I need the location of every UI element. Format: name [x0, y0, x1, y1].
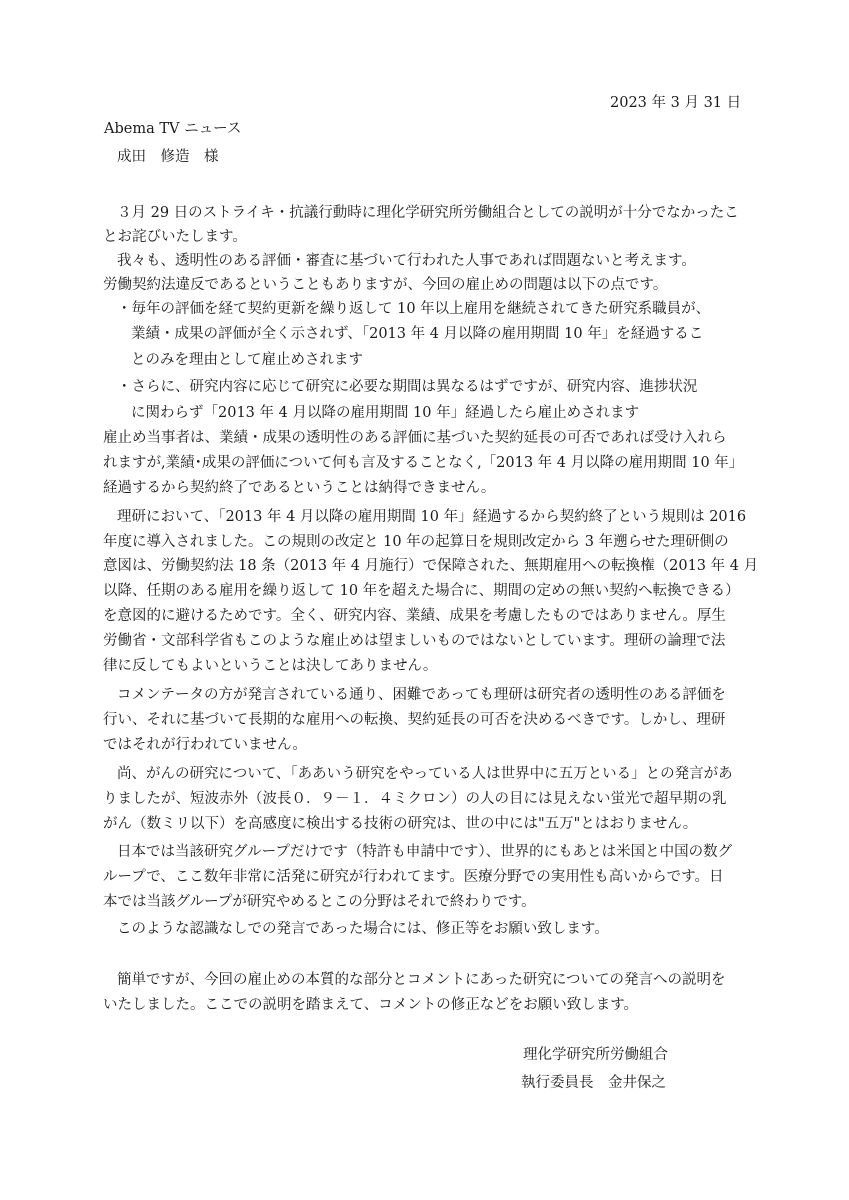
body-line: 行い、それに基づいて長期的な雇用への転換、契約延長の可否を決めるべきです。しかし、理研 [103, 712, 726, 728]
body-line: 簡単ですが、今回の雇止めの本質的な部分とコメントにあった研究についての発言への説明を [117, 972, 726, 988]
body-line: 業績・成果の評価が全く示されず、「2013 年 4 月以降の雇用期間 10 年」を経過するこ [131, 326, 704, 342]
body-line: ・さらに、研究内容に応じて研究に必要な期間は異なるはずですが、研究内容、進捗状況 [117, 379, 698, 395]
body-line: 以降、任期のある雇用を繰り返して 10 年を超えた場合に、期間の定めの無い契約へ転換できる） [103, 583, 740, 599]
body-line: りましたが、短波赤外（波長０．９－１．４ミクロン）の人の目には見えない蛍光で超早期の乳 [103, 791, 727, 807]
body-line: 年度に導入されました。この規則の改定と 10 年の起算日を規則改定から 3 年遡らせた理研側の [103, 534, 729, 550]
body-line: を意図的に避けるためです。全く、研究内容、業績、成果を考慮したものではありません。厚生 [103, 608, 726, 624]
body-line: 我々も、透明性のある評価・審査に基づいて行われた人事であれば問題ないと考えます。 [117, 253, 696, 269]
body-line: れますが,業績･成果の評価について何も言及することなく,「2013 年 4 月以降の雇用期間 10 年」 [103, 455, 744, 471]
body-line: ループで、ここ数年非常に活発に研究が行われてます。医療分野での実用性も高いからです。日 [103, 869, 724, 885]
recipient-organization: Abema TV ニュース [104, 121, 242, 137]
body-line: 労働契約法違反であるということもありますが、今回の雇止めの問題は以下の点です。 [103, 277, 668, 293]
body-line: 労働省・文部科学省もこのような雇止めは望ましいものではないとしています。理研の論理で法 [103, 633, 726, 649]
body-line: 経過するから契約終了であるということは納得できません。 [103, 480, 496, 496]
signature-name: 執行委員長 金井保之 [521, 1075, 666, 1091]
body-line: 理研において、「2013 年 4 月以降の雇用期間 10 年」経過するから契約終了という規則は 2016 [117, 509, 747, 525]
body-line: がん（数ミリ以下）を高感度に検出する技術の研究は、世の中には"五万"とはおりません。 [103, 816, 698, 832]
recipient-name: 成田 修造 様 [117, 149, 219, 165]
body-line: ではそれが行われていません。 [103, 737, 307, 753]
body-line: このような認識なしでの発言であった場合には、修正等をお願い致します。 [117, 921, 609, 937]
body-line: 本では当該グループが研究やめるとこの分野はそれで終わりです。 [103, 894, 536, 910]
body-line: コメンテータの方が発言されている通り、困難であっても理研は研究者の透明性のある評価を [117, 687, 726, 703]
body-line: 日本では当該研究グループだけです（特許も申請中です）、世界的にもあとは米国と中国の数グ [117, 844, 733, 860]
body-line: ・毎年の評価を経て契約更新を繰り返して 10 年以上雇用を継続されてきた研究系職員が、 [117, 301, 711, 317]
body-line: ３月 29 日のストライキ・抗議行動時に理化学研究所労働組合としての説明が十分でなかったこ [117, 205, 739, 221]
body-line: に関わらず「2013 年 4 月以降の雇用期間 10 年」経過したら雇止めされます [131, 405, 640, 421]
body-line: いたしました。ここでの説明を踏まえて、コメントの修正などをお願い致します。 [103, 997, 639, 1013]
body-line: 意図は、労働契約法 18 条（2013 年 4 月施行）で保障された、無期雇用への転換権（2013 年 4 月 [103, 558, 759, 574]
body-line: 律に反してもよいということは決してありません。 [103, 658, 438, 674]
body-line: 尚、がんの研究について、「ああいう研究をやっている人は世界中に五万といる」との発言があ [117, 766, 733, 782]
letter-date: 2023 年 3 月 31 日 [610, 95, 742, 111]
body-line: とお詫びいたします。 [103, 229, 247, 245]
body-line: とのみを理由として雇止めされます [131, 352, 363, 368]
signature-organization: 理化学研究所労働組合 [523, 1047, 668, 1063]
body-line: 雇止め当事者は、業績・成果の透明性のある評価に基づいた契約延長の可否であれば受け入れら [103, 430, 727, 446]
